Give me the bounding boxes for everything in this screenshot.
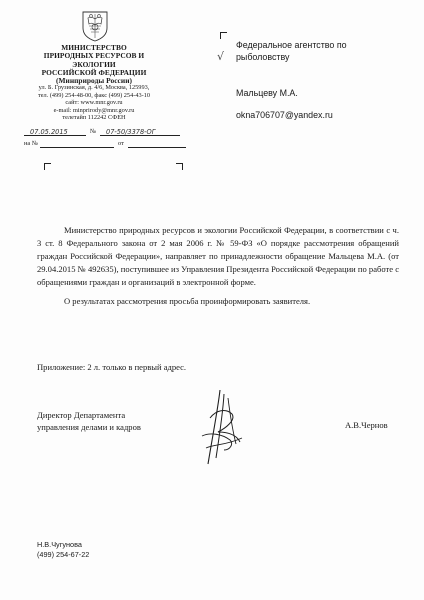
registration-number: 07-50/3378-ОГ	[106, 128, 156, 136]
registration-date: 07.05.2015	[30, 128, 68, 136]
org-line: ПРИРОДНЫХ РЕСУРСОВ И ЭКОЛОГИИ	[43, 51, 145, 69]
coat-of-arms-emblem	[80, 8, 110, 42]
reference-number-label: на №	[24, 140, 38, 147]
recipient-agency-line: Федеральное агентство по	[236, 40, 347, 50]
contact-teletype: телетайп 112242 СФЕН	[62, 114, 126, 122]
org-line: РОССИЙСКОЙ ФЕДЕРАЦИИ	[41, 67, 147, 77]
contact-details	[30, 84, 158, 122]
recipient-agency-line: рыболовству	[236, 52, 290, 62]
body-paragraph: Министерство природных ресурсов и экологии Российской Федерации, в соответствии с ч. 3 ст. 8 Федерального закона от 2 мая 2006 г. № 59-ФЗ «О порядке рассмотрения обращений граждан Российской Федерации», направляет по принадлежности обращение Мальцева М.А. (от 29.04.2015 № 492635), поступившее из Управления Президента Российской Федерации по работе с обращениями граждан и организаций в электронной форме.	[37, 225, 399, 287]
address-field-corner	[176, 163, 183, 170]
org-short-name: (Минприроды России)	[55, 76, 133, 86]
address-field-corner	[44, 163, 51, 170]
contact-email: e-mail: minprirody@mnr.gov.ru	[53, 106, 135, 114]
handwritten-signature	[196, 388, 248, 466]
registration-number-label: №	[90, 128, 97, 135]
address-field-corner	[220, 32, 227, 39]
organization-name	[30, 44, 158, 85]
attachment-note: Приложение: 2 л. только в первый адрес.	[37, 362, 187, 372]
letter-body	[37, 224, 399, 308]
body-paragraph: О результатах рассмотрения просьба проинформировать заявителя.	[64, 296, 311, 306]
contact-address: ул. Б. Грузинская, д. 4/6, Москва, 125993,	[38, 84, 150, 91]
signer-title-line: управления делами и кадров	[37, 422, 141, 432]
signer-name: А.В.Чернов	[345, 420, 388, 430]
signer-title	[37, 409, 207, 433]
executor-name: Н.В.Чугунова	[37, 540, 82, 549]
check-mark: √	[217, 50, 225, 63]
executor-phone: (499) 254-67-22	[37, 550, 90, 559]
recipient-name: Мальцеву М.А.	[236, 88, 298, 98]
reference-line	[24, 138, 184, 150]
contact-phone-fax: тел. (499) 254-48-00, факс (499) 254-43-10	[37, 91, 151, 99]
contact-website: сайт: www.mnr.gov.ru	[65, 99, 123, 107]
registration-line	[24, 126, 184, 138]
recipient-agency	[236, 39, 406, 63]
signer-title-line: Директор Департамента	[37, 410, 126, 420]
org-line: МИНИСТЕРСТВО	[61, 43, 127, 52]
reference-from-label: от	[118, 140, 124, 147]
executor-info	[37, 540, 89, 560]
recipient-email: okna706707@yandex.ru	[236, 110, 333, 120]
